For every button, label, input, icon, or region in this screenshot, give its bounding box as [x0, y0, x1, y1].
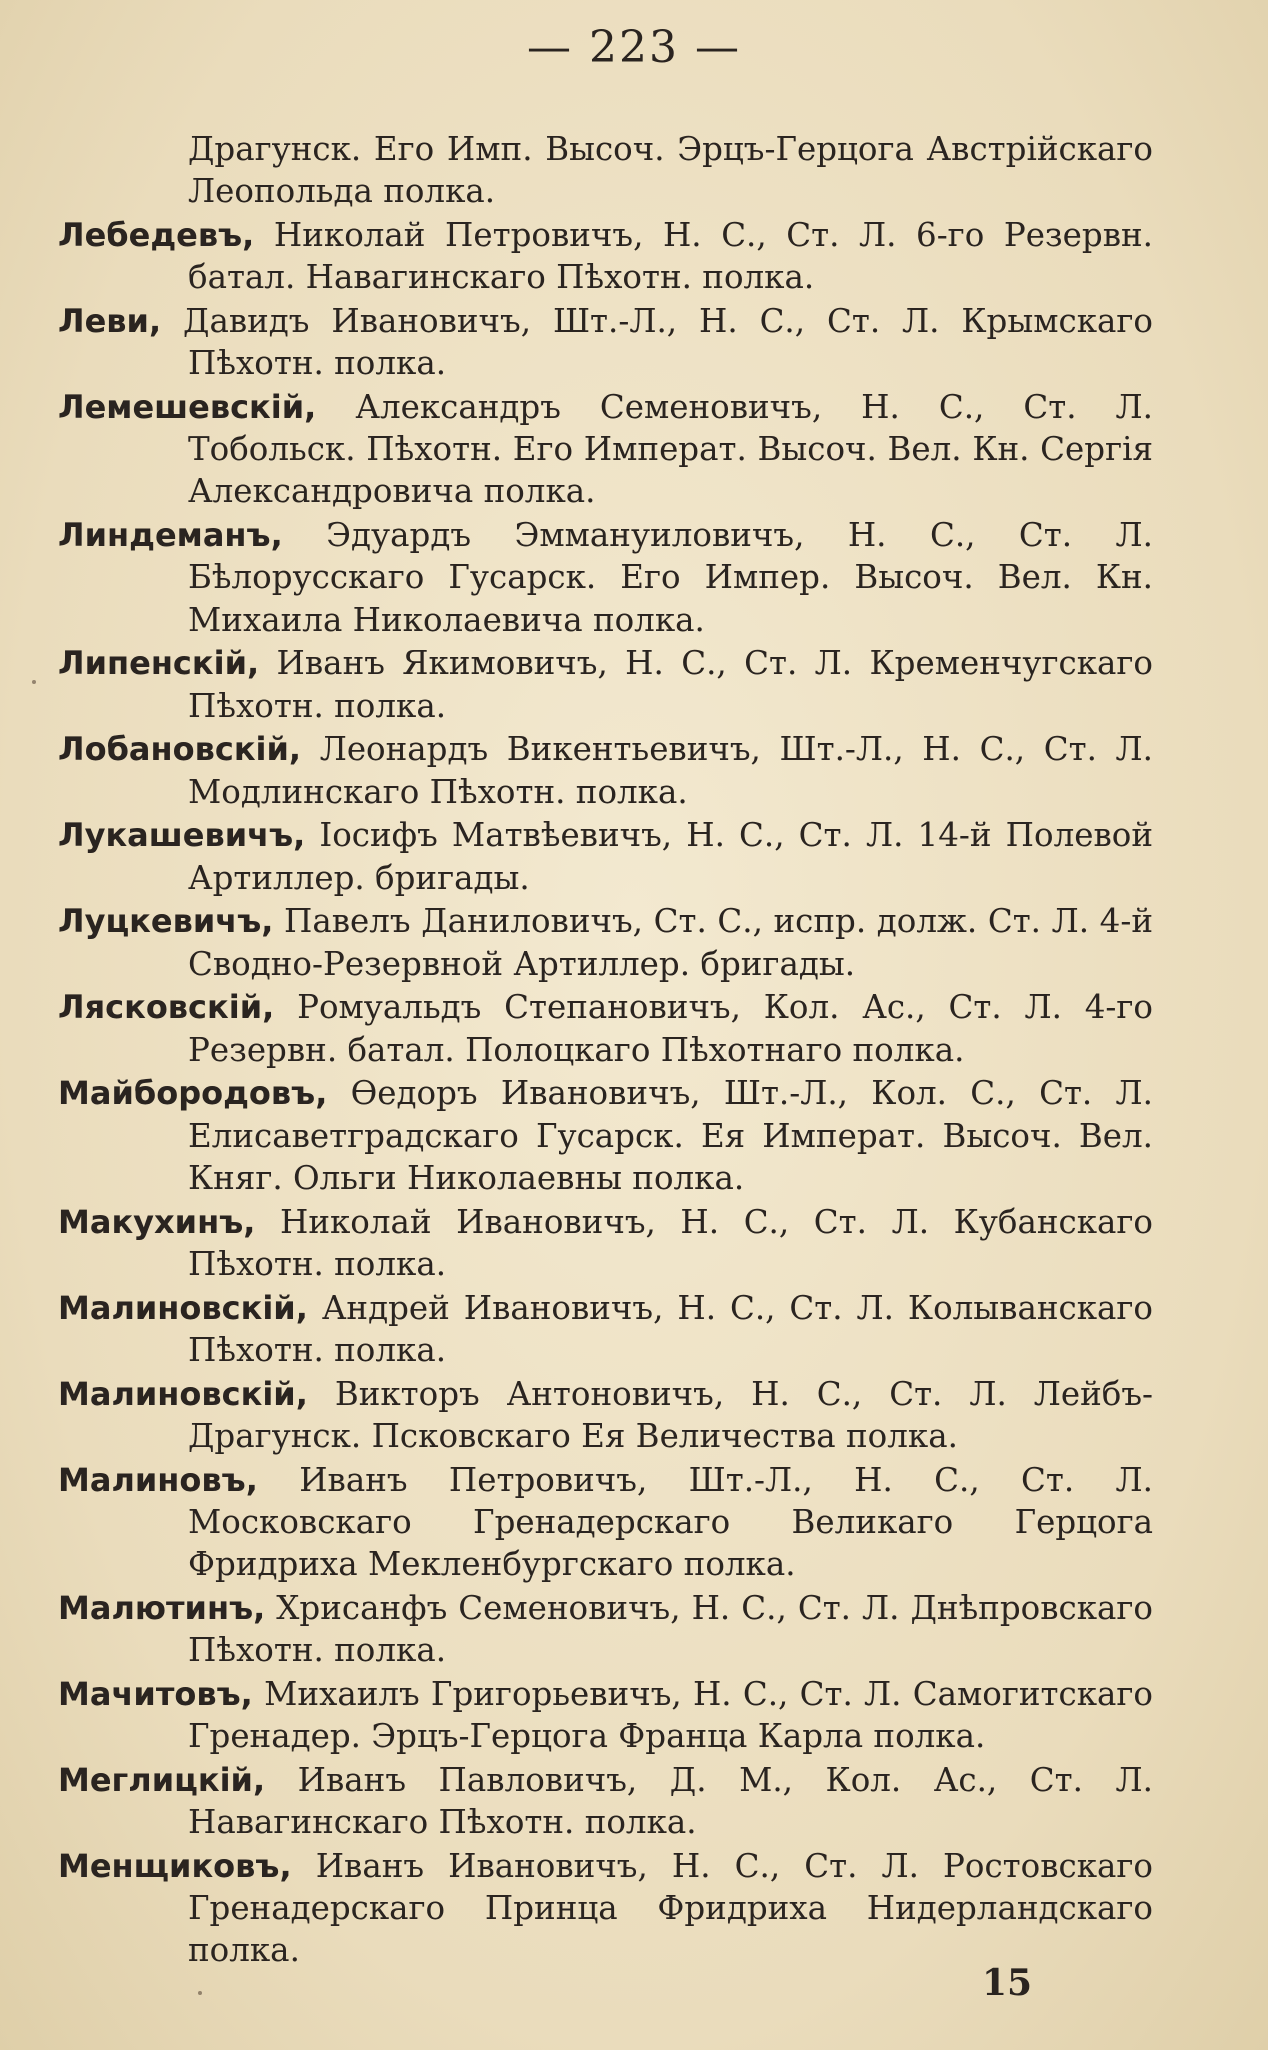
entry-surname: Лемешевскій,	[58, 388, 317, 426]
list-item	[58, 900, 1153, 984]
entry-surname: Липенскій,	[58, 644, 260, 683]
list-item	[58, 1759, 1153, 1843]
list-item	[58, 1201, 1153, 1285]
entry-text: Андрей Ивановичъ, Н. С., Ст. Л. Колыванскаго Пѣхотн. полка.	[188, 1288, 1153, 1369]
entry-text: Михаилъ Григорьевичъ, Н. С., Ст. Л. Самогитскаго Гренадер. Эрцъ-Герцога Франца Карла полка.	[188, 1674, 1153, 1756]
list-item	[58, 1459, 1153, 1586]
list-item	[58, 300, 1153, 384]
entry-text: Николай Петровичъ, Н. С., Ст. Л. 6-го Резервн. батал. Навагинскаго Пѣхотн. полка.	[188, 216, 1153, 297]
entry-text: Давидъ Ивановичъ, Шт.-Л., Н. С., Ст. Л. Крымскаго Пѣхотн. полка.	[183, 302, 1153, 383]
list-item	[58, 514, 1153, 641]
entry-text: Іосифъ Матвѣевичъ, Н. С., Ст. Л. 14-й Полевой Артиллер. бригады.	[188, 816, 1153, 897]
entries-list	[58, 128, 1153, 1973]
entry-surname: Леви,	[58, 302, 162, 340]
entry-surname: Лукашевичъ,	[58, 816, 306, 855]
entry-text: Иванъ Ивановичъ, Н. С., Ст. Л. Ростовскаго Гренадерскаго Принца Фридриха Нидерландскаго полка.	[188, 1846, 1153, 1970]
entry-surname: Линдеманъ,	[58, 516, 283, 555]
entry-text: Леонардъ Викентьевичъ, Шт.-Л., Н. С., Ст. Л. Модлинскаго Пѣхотн. полка.	[188, 730, 1153, 811]
entry-surname: Малиновскій,	[58, 1288, 308, 1327]
entry-surname: Малютинъ,	[58, 1588, 266, 1627]
list-item	[58, 386, 1153, 513]
entry-surname: Меглицкій,	[58, 1760, 266, 1799]
page-number: — 223 —	[527, 22, 741, 73]
entry-surname: Луцкевичъ,	[58, 902, 274, 941]
entry-text: Эдуардъ Эммануиловичъ, Н. С., Ст. Л. Бѣлорусскаго Гусарск. Его Импер. Высоч. Вел. Кн. Михаила Николаевича полка.	[188, 516, 1153, 639]
entry-surname: Малиновскій,	[58, 1374, 308, 1413]
entry-surname: Майбородовъ,	[58, 1074, 328, 1113]
list-item	[58, 814, 1153, 898]
list-item	[58, 1587, 1153, 1671]
entry-surname: Малиновъ,	[58, 1460, 258, 1499]
entry-text: Ромуальдъ Степановичъ, Кол. Ас., Ст. Л. 4-го Резервн. батал. Полоцкаго Пѣхотнаго полка.	[188, 988, 1153, 1069]
list-item	[58, 1287, 1153, 1371]
list-item	[58, 1845, 1153, 1972]
entry-surname: Лебедевъ,	[58, 216, 255, 254]
list-item	[58, 1373, 1153, 1457]
entry-text: Ѳедоръ Ивановичъ, Шт.-Л., Кол. С., Ст. Л. Елисаветградскаго Гусарск. Ея Императ. Высоч. Вел. Княг. Ольги Николаевны полка.	[188, 1074, 1153, 1197]
entry-text: Иванъ Петровичъ, Шт.-Л., Н. С., Ст. Л. Московскаго Гренадерскаго Великаго Герцога Фридриха Мекленбургскаго полка.	[188, 1460, 1153, 1584]
signature-mark: 15	[982, 1962, 1033, 2004]
list-item	[58, 642, 1153, 726]
entry-text: Иванъ Якимовичъ, Н. С., Ст. Л. Кременчугскаго Пѣхотн. полка.	[188, 644, 1153, 725]
entry-surname: Лобановскій,	[58, 730, 302, 769]
entry-text: Николай Ивановичъ, Н. С., Ст. Л. Кубанскаго Пѣхотн. полка.	[188, 1202, 1153, 1283]
entry-text: Хрисанфъ Семеновичъ, Н. С., Ст. Л. Днѣпровскаго Пѣхотн. полка.	[188, 1588, 1153, 1670]
list-item	[58, 128, 1153, 212]
entry-text: Павелъ Даниловичъ, Ст. С., испр. долж. Ст. Л. 4-й Сводно-Резервной Артиллер. бригады.	[188, 902, 1153, 983]
entry-text: Викторъ Антоновичъ, Н. С., Ст. Л. Лейбъ-Драгунск. Псковскаго Ея Величества полка.	[188, 1374, 1153, 1455]
list-item	[58, 1673, 1153, 1757]
entry-surname: Макухинъ,	[58, 1202, 256, 1241]
list-item	[58, 728, 1153, 812]
entry-surname: Мачитовъ,	[58, 1674, 253, 1713]
ink-speck	[198, 1991, 202, 1995]
ink-speck	[32, 680, 36, 684]
entry-surname: Менщиковъ,	[58, 1846, 292, 1885]
list-item	[58, 986, 1153, 1070]
entry-text: Драгунск. Его Имп. Высоч. Эрцъ-Герцога Австрійскаго Леопольда полка.	[188, 130, 1153, 211]
entry-text: Иванъ Павловичъ, Д. М., Кол. Ас., Ст. Л. Навагинскаго Пѣхотн. полка.	[188, 1760, 1153, 1842]
list-item	[58, 1072, 1153, 1199]
entry-surname: Лясковскій,	[58, 988, 275, 1027]
list-item	[58, 214, 1153, 298]
entry-text: Александръ Семеновичъ, Н. С., Ст. Л. Тобольск. Пѣхотн. Его Императ. Высоч. Вел. Кн. Сергія Александровича полка.	[188, 388, 1153, 511]
